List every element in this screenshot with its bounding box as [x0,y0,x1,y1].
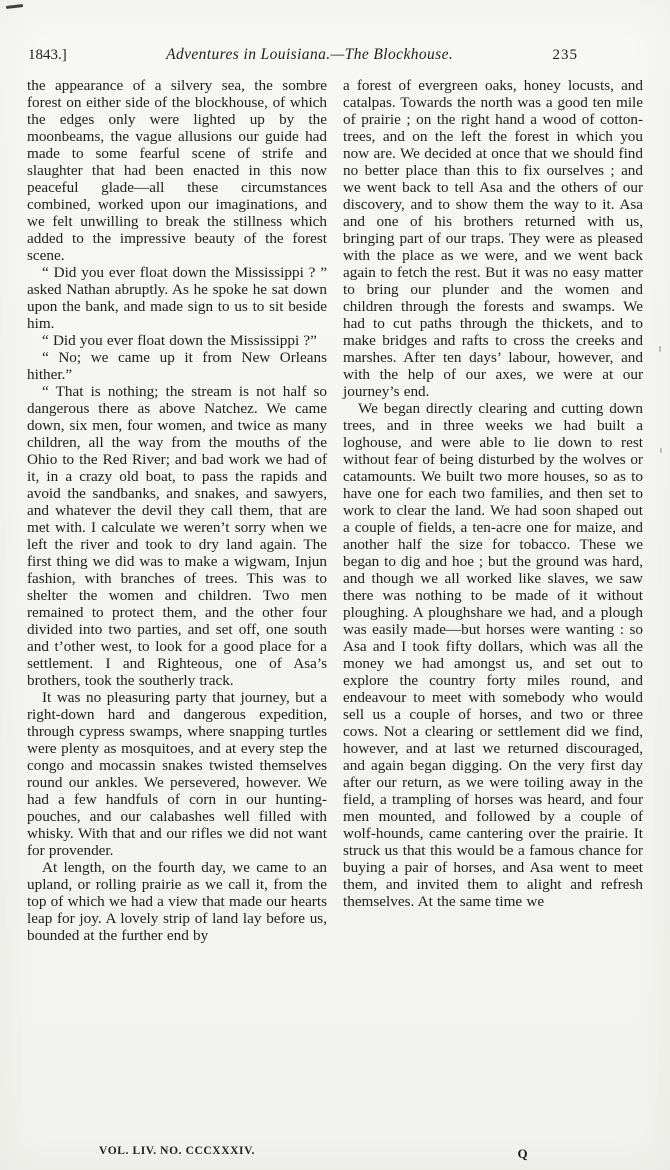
text-columns [0,77,670,944]
paragraph: “ Did you ever float down the Mississippi ? ” asked Nathan abruptly. As he spoke he sat down upon the bank, and made sign to us to sit beside him. [27,264,327,332]
scan-speck [659,346,661,352]
paragraph: It was no pleasuring party that journey, but a right-down hard and dangerous expedition, through cypress swamps, where snapping turtles were plenty as mosquitoes, and at every step the congo and mocassin snakes twisted themselves round our ankles. We persevered, however. We had a few handfuls of corn in our hunting-pouches, and our calabashes well filled with whisky. With that and our rifles we did not want for provender. [27,689,327,859]
edition-year: 1843.] [28,47,67,63]
paragraph: “ No; we came up it from New Orleans hither.” [27,349,327,383]
left-column [27,77,327,944]
page-header [0,0,670,77]
paragraph: “ That is nothing; the stream is not half so dangerous there as above Natchez. We came down, six men, four women, and twice as many children, all the way from the mouths of the Ohio to the Red River; and bad work we had of it, in a crazy old boat, to pass the rapids and avoid the sandbanks, and snakes, and sawyers, and whatever the devil they call them, that are met with. I calculate we weren’t sorry when we left the river and took to dry land again. The first thing we did was to make a wigwam, Injun fashion, with branches of trees. This was to shelter the women and children. Two men remained to protect them, and the other four divided into two parties, and set off, one south and t’other west, to look for a good place for a settlement. I and Righteous, one of Asa’s brothers, took the southerly track. [27,383,327,689]
right-column [343,77,643,944]
paragraph: a forest of evergreen oaks, honey locusts, and catalpas. Towards the north was a good ten mile of prairie ; on the right hand a wood of cotton-trees, and on the left the forest in which you now are. We decided at once that we should find no better place than this to fix ourselves ; and we went back to tell Asa and the others of our discovery, and to show them the way to it. Asa and one of his brothers returned with us, bringing part of our traps. They were as pleased with the place as we were, and we went back again to fetch the rest. But it was no easy matter to bring our plunder and the women and children through the forests and swamps. We had to cut paths through the thickets, and to make bridges and rafts to cross the creeks and marshes. After ten days’ labour, however, and with the help of our axes, we were at our journey’s end. [343,77,643,400]
paragraph: We began directly clearing and cutting down trees, and in three weeks we had built a loghouse, and were able to lie down to rest without fear of being disturbed by the wolves or catamounts. We built two more houses, so as to have one for each two families, and then set to work to clear the land. We had soon shaped out a couple of fields, a ten-acre one for maize, and another half the size for tobacco. These we began to dig and hoe ; but the ground was hard, and though we all worked like slaves, we saw there was nothing to be made of it without ploughing. A ploughshare we had, and a plough was easily made—but horses were wanting : so Asa and I took fifty dollars, which was all the money we had amongst us, and set out to explore the country forty miles round, and endeavour to meet with somebody who would sell us a couple of horses, and two or three cows. Not a clearing or settlement did we find, however, and at last we returned discouraged, and again began digging. On the very first day after our return, as we were toiling away in the field, a trampling of horses was heard, and four men mounted, and followed by a couple of wolf-hounds, came cantering over the prairie. It struck us that this would be a famous chance for buying a pair of horses, and Asa went to meet them, and invited them to alight and refresh themselves. At the same time we [343,400,643,910]
paragraph: At length, on the fourth day, we came to an upland, or rolling prairie as we call it, from the top of which we had a view that made our hearts leap for joy. A lovely strip of land lay before us, bounded at the further end by [27,859,327,944]
page-number: 235 [552,47,578,63]
running-title: Adventures in Louisiana.—The Blockhouse. [166,46,454,63]
paragraph: the appearance of a silvery sea, the sombre forest on either side of the blockhouse, of which the edges only were lighted up by the moonbeams, the vague allusions our guide had made to some fearful scene of strife and slaughter that had been enacted in this now peaceful glade—all these circumstances combined, worked upon our imaginations, and we felt unwilling to break the stillness which added to the impressive beauty of the forest scene. [27,77,327,264]
scan-speck [660,448,662,453]
signature-mark: Q [517,1146,529,1161]
paragraph: “ Did you ever float down the Mississippi ?” [42,332,317,349]
volume-imprint: VOL. LIV. NO. CCCXXXIV. [99,1145,255,1157]
